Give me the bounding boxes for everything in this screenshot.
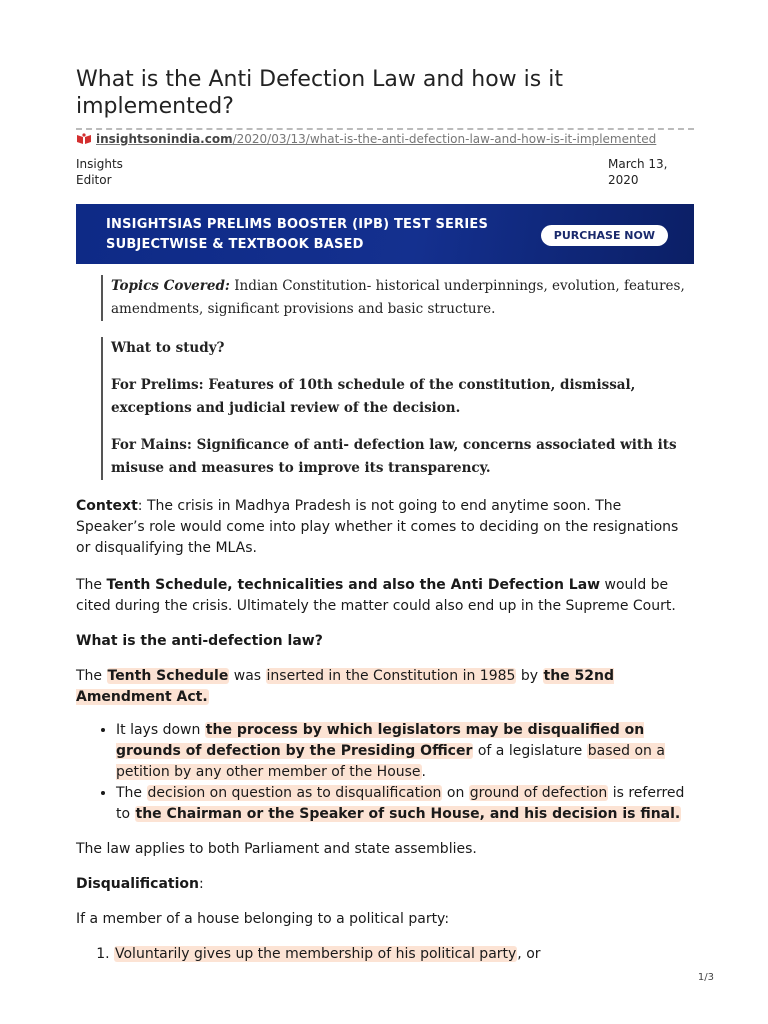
source-line	[76, 128, 694, 152]
b2-mid1: on	[442, 785, 469, 801]
list-item	[116, 783, 694, 825]
publish-date: March 13, 2020	[608, 157, 668, 187]
tenth-post: would be cited during the crisis. Ultimately the matter could also end up in the Supreme Court.	[76, 577, 676, 614]
what-heading-text: What is the anti-defection law?	[76, 633, 323, 649]
purchase-now-button[interactable]: PURCHASE NOW	[541, 225, 668, 246]
topics-text: Indian Constitution- historical underpinnings, evolution, features, amendments, significant provisions and basic structure.	[111, 278, 685, 317]
banner-line-2: SUBJECTWISE & TEXTBOOK BASED	[106, 237, 364, 252]
what-to-study-block	[101, 337, 694, 480]
tenth-bold: Tenth Schedule, technicalities and also the Anti Defection Law	[106, 577, 601, 593]
source-path: /2020/03/13/what-is-the-anti-defection-law-and-how-is-it-implemented	[232, 132, 657, 146]
list-item	[116, 720, 694, 783]
context-paragraph	[76, 496, 694, 559]
inserted-p3: by	[516, 668, 543, 684]
study-heading: What to study?	[111, 340, 225, 356]
inserted-paragraph	[76, 666, 694, 708]
insights-logo-icon	[76, 133, 92, 145]
source-host: insightsonindia.com	[96, 132, 233, 146]
inserted-h1: Tenth Schedule	[107, 668, 229, 684]
page-number: 1/3	[697, 972, 714, 983]
item1-h: Voluntarily gives up the membership of his political party	[115, 946, 517, 962]
inserted-p2: was	[229, 668, 266, 684]
b1-pre: It lays down	[116, 722, 205, 738]
b2-pre: The	[116, 785, 147, 801]
disqualification-list	[76, 944, 694, 965]
context-label: Context	[76, 498, 138, 514]
article-meta	[76, 156, 694, 188]
item1-post: , or	[517, 946, 541, 962]
source-link[interactable]	[96, 132, 656, 146]
b2-h3: the Chairman or the Speaker of such House, and his decision is final.	[135, 806, 681, 822]
inserted-h3: the 52nd Amendment Act.	[76, 668, 614, 705]
b1-h2: based on a petition by any other member of the House	[116, 743, 665, 780]
member-paragraph: If a member of a house belonging to a political party:	[76, 911, 450, 927]
author: Insights Editor	[76, 157, 123, 187]
b1-end: .	[421, 764, 426, 780]
tenth-pre: The	[76, 577, 107, 593]
banner-line-1: INSIGHTSIAS PRELIMS BOOSTER (IPB) TEST SERIES	[106, 217, 489, 232]
b1-h1: the process by which legislators may be disqualified on grounds of defection by the Presiding Officer	[116, 722, 645, 759]
promo-banner[interactable]	[76, 204, 694, 264]
points-list	[76, 720, 694, 825]
context-text: : The crisis in Madhya Pradesh is not going to end anytime soon. The Speaker’s role would come into play whether it comes to deciding on the resignations or disqualifying the MLAs.	[76, 498, 679, 556]
study-prelims: For Prelims: Features of 10th schedule of the constitution, dismissal, exceptions and judicial review of the decision.	[111, 377, 636, 416]
inserted-p1: The	[76, 668, 107, 684]
applies-paragraph: The law applies to both Parliament and state assemblies.	[76, 841, 477, 857]
b1-mid: of a legislature	[473, 743, 587, 759]
topics-label: Topics Covered:	[111, 278, 230, 294]
list-item	[114, 944, 694, 965]
article-body	[76, 496, 694, 965]
tenth-schedule-paragraph	[76, 575, 694, 617]
b2-h1: decision on question as to disqualification	[147, 785, 442, 801]
disq-colon: :	[199, 876, 204, 892]
section-heading-what	[76, 631, 694, 652]
page-title: What is the Anti Defection Law and how is it implemented?	[76, 67, 563, 119]
inserted-h2: inserted in the Constitution in 1985	[266, 668, 516, 684]
study-mains: For Mains: Significance of anti- defection law, concerns associated with its misuse and measures to improve its transparency.	[111, 437, 677, 476]
disq-label: Disqualification	[76, 876, 199, 892]
b2-mid2: is referred to	[116, 785, 685, 822]
b2-h2: ground of defection	[469, 785, 608, 801]
topics-covered-block	[101, 275, 694, 321]
document-page	[76, 66, 694, 965]
disqualification-heading	[76, 874, 694, 895]
